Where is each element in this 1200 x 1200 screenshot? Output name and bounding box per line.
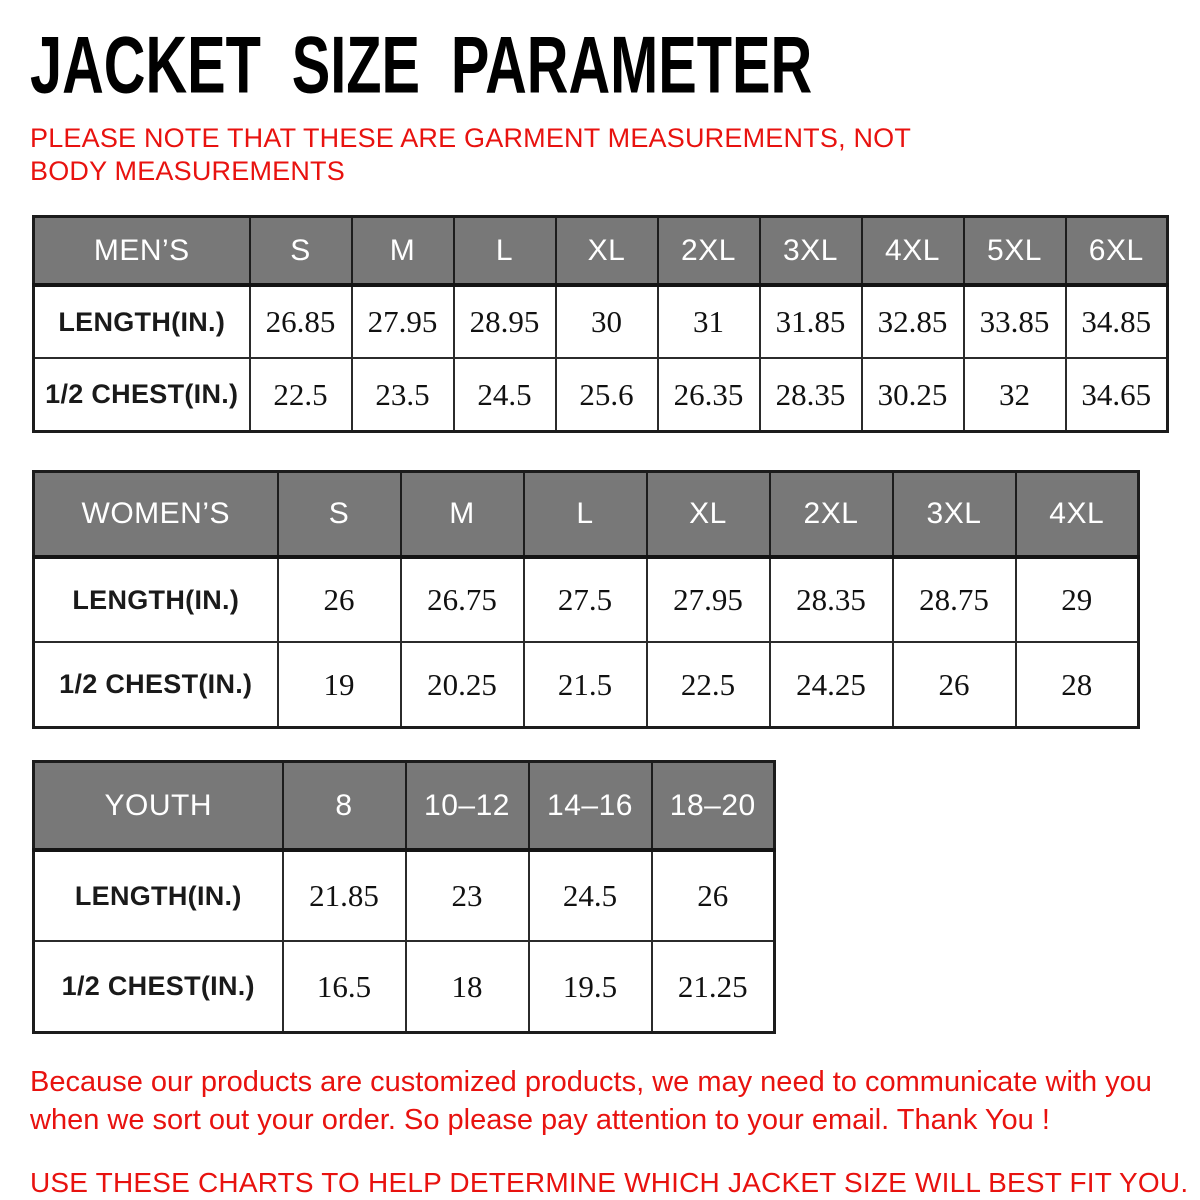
size-value: 21.5 (524, 642, 647, 727)
youth-size-column-header: 10–12 (406, 761, 529, 850)
size-value: 28.95 (454, 285, 556, 358)
size-value: 26.75 (401, 557, 524, 642)
mens-size-column-header: S (250, 216, 352, 285)
custom-order-notice: Because our products are customized products, we may need to communicate with you when we sort out your order. So please pay attention to your email. Thank You ! (30, 1065, 1152, 1136)
size-value: 27.5 (524, 557, 647, 642)
mens-size-column-header: 6XL (1066, 216, 1168, 285)
womens-size-column-header: XL (647, 471, 770, 557)
size-value: 26.85 (250, 285, 352, 358)
size-value: 34.85 (1066, 285, 1168, 358)
size-value: 24.5 (454, 358, 556, 431)
size-value: 21.25 (652, 941, 775, 1032)
size-value: 22.5 (647, 642, 770, 727)
size-value: 23 (406, 850, 529, 941)
size-value: 27.95 (647, 557, 770, 642)
size-value: 18 (406, 941, 529, 1032)
row-label: 1/2 CHEST(IN.) (34, 642, 278, 727)
size-value: 28.75 (893, 557, 1016, 642)
size-value: 31 (658, 285, 760, 358)
mens-size-column-header: 4XL (862, 216, 964, 285)
size-value: 28.35 (770, 557, 893, 642)
mens-size-column-header: 2XL (658, 216, 760, 285)
mens-size-column-header: 5XL (964, 216, 1066, 285)
womens-size-column-header: S (278, 471, 401, 557)
mens-group-header: MEN’S (34, 216, 250, 285)
size-value: 30 (556, 285, 658, 358)
mens-measurement-row (34, 358, 1168, 431)
youth-group-header: YOUTH (34, 761, 283, 850)
size-value: 26.35 (658, 358, 760, 431)
size-value: 26 (652, 850, 775, 941)
size-chart-page (0, 18, 1200, 1200)
womens-measurement-row (34, 642, 1139, 727)
mens-size-column-header: M (352, 216, 454, 285)
size-fit-advice: USE THESE CHARTS TO HELP DETERMINE WHICH JACKET SIZE WILL BEST FIT YOU. (30, 1167, 1189, 1199)
mens-size-column-header: 3XL (760, 216, 862, 285)
page-title: JACKET SIZE PARAMETER (30, 18, 813, 111)
youth-size-column-header: 18–20 (652, 761, 775, 850)
size-value: 19.5 (529, 941, 652, 1032)
youth-size-column-header: 8 (283, 761, 406, 850)
womens-size-column-header: M (401, 471, 524, 557)
size-value: 26 (893, 642, 1016, 727)
mens-size-table (32, 215, 1169, 433)
womens-header-row (34, 471, 1139, 557)
size-value: 29 (1016, 557, 1139, 642)
womens-size-column-header: 2XL (770, 471, 893, 557)
row-label: 1/2 CHEST(IN.) (34, 358, 250, 431)
size-value: 33.85 (964, 285, 1066, 358)
size-value: 19 (278, 642, 401, 727)
size-value: 32.85 (862, 285, 964, 358)
size-value: 24.25 (770, 642, 893, 727)
womens-group-header: WOMEN’S (34, 471, 278, 557)
size-value: 16.5 (283, 941, 406, 1032)
mens-header-row (34, 216, 1168, 285)
womens-size-table (32, 470, 1140, 729)
youth-measurement-row (34, 941, 775, 1032)
size-value: 34.65 (1066, 358, 1168, 431)
size-value: 22.5 (250, 358, 352, 431)
size-value: 27.95 (352, 285, 454, 358)
womens-size-column-header: L (524, 471, 647, 557)
row-label: LENGTH(IN.) (34, 850, 283, 941)
size-value: 23.5 (352, 358, 454, 431)
size-value: 30.25 (862, 358, 964, 431)
row-label: LENGTH(IN.) (34, 285, 250, 358)
size-value: 32 (964, 358, 1066, 431)
youth-header-row (34, 761, 775, 850)
mens-size-column-header: XL (556, 216, 658, 285)
row-label: LENGTH(IN.) (34, 557, 278, 642)
youth-size-column-header: 14–16 (529, 761, 652, 850)
mens-measurement-row (34, 285, 1168, 358)
youth-measurement-row (34, 850, 775, 941)
size-value: 31.85 (760, 285, 862, 358)
row-label: 1/2 CHEST(IN.) (34, 941, 283, 1032)
size-value: 26 (278, 557, 401, 642)
size-value: 21.85 (283, 850, 406, 941)
size-value: 28 (1016, 642, 1139, 727)
size-value: 25.6 (556, 358, 658, 431)
size-value: 24.5 (529, 850, 652, 941)
size-value: 20.25 (401, 642, 524, 727)
size-value: 28.35 (760, 358, 862, 431)
youth-size-table (32, 760, 776, 1034)
womens-size-column-header: 4XL (1016, 471, 1139, 557)
womens-size-column-header: 3XL (893, 471, 1016, 557)
garment-measurement-note: PLEASE NOTE THAT THESE ARE GARMENT MEASUREMENTS, NOT BODY MEASUREMENTS (30, 123, 911, 187)
mens-size-column-header: L (454, 216, 556, 285)
womens-measurement-row (34, 557, 1139, 642)
